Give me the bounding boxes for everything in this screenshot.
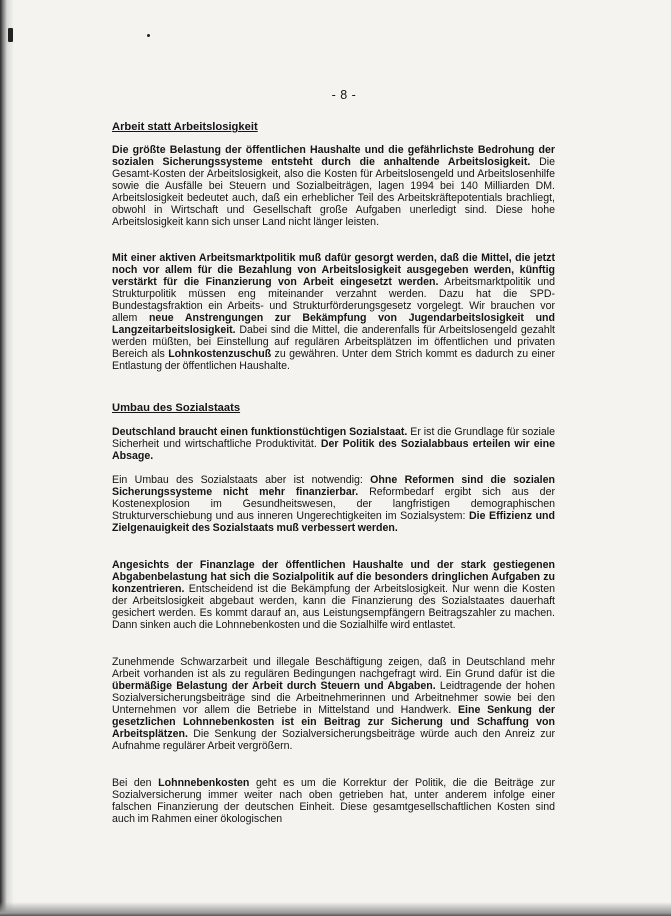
paragraph [112,777,555,825]
text-run: Die Senkung der Sozialversicherungsbeiträge würde auch den Anreiz zur Aufnahme regulärer Arbeit vergrößern. [112,728,555,753]
scan-edge-left [0,0,14,916]
text-run: Leidtragende der hohen Sozialversicherungsbeiträge sind die Arbeitnehmerinnen und Arbeitnehmer sowie bei den Unternehmen vor allem die Betriebe in Mittelstand und Handwerk. [112,680,556,717]
text-run: Die Gesamt-Kosten der Arbeitslosigkeit, also die Kosten für Arbeitslosengeld und Arbeitslosenhilfe sowie die Ausfälle bei Steuern und Sozialbeiträgen, lagen 1994 bei 140 Milliarden DM. Arbeitslosigkeit bedeutet auch, daß ein erheblicher Teil des Arbeitskräftepotentials brachliegt, obwohl in Wirtschaft und Gesellschaft große Aufgaben unerledigt sind. Diese hohe Arbeitslosigkeit kann sich unser Land nicht länger leisten. [112,156,555,229]
text-run: Entscheidend ist die Bekämpfung der Arbeitslosigkeit. Nur wenn die Kosten der Arbeitslosigkeit abgebaut werden, kann die Finanzierung des Sozialstaates dauerhaft gesichert werden. Es kommt darauf an, aus Leistungsempfängern Beitragszahler zu machen. Dann sinken auch die Lohnnebenkosten und die Sozialhilfe wird entlastet. [112,583,555,632]
bold-text-run: Lohnkostenzuschuß [168,348,272,361]
section-heading-umbau: Umbau des Sozialstaats [112,402,241,414]
paragraph [112,144,555,228]
text-run: geht es um die Korrektur der Politik, die die Beiträge zur Sozialversicherung immer weiter nach oben getrieben hat, unter anderem infolge einer falschen Finanzierung der deutschen Einheit. Diese gesamtgesellschaftlichen Kosten sind auch im Rahmen einer ökologischen [112,777,555,826]
section-heading-arbeit: Arbeit statt Arbeitslosigkeit [112,121,258,133]
bold-text-run: Die größte Belastung der öffentlichen Haushalte und die gefährlichste Bedrohung der sozialen Sicherungssysteme entsteht durch die anhaltende Arbeitslosigkeit. [112,144,555,169]
bold-text-run: Eine Senkung der gesetzlichen Lohnnebenkosten ist ein Beitrag zur Sicherung und Schaffung von Arbeitsplätzen. [112,704,555,741]
text-run: Zunehmende Schwarzarbeit und illegale Beschäftigung zeigen, daß in Deutschland mehr Arbeit vorhanden ist als zu regulären Bedingungen nachgefragt wird. Ein Grund dafür ist die [112,656,555,681]
bold-text-run: Mit einer aktiven Arbeitsmarktpolitik muß dafür gesorgt werden, daß die Mittel, die jetzt noch vor allem für die Bezahlung von Arbeitslosigkeit ausgegeben werden, künftig verstärkt für die Finanzierung von Arbeit eingesetzt werden. [112,252,555,289]
paragraph [112,474,555,534]
text-run: Er ist die Grundlage für soziale Sicherheit und wirtschaftliche Produktivität. [112,426,555,451]
paragraph [112,252,555,372]
paragraph [112,559,555,631]
text-run: Bei den [112,777,159,789]
bold-text-run: neue Anstrengungen zur Bekämpfung von Jugendarbeitslosigkeit und Langzeitarbeitslosigkeit. [112,312,555,337]
text-run: Arbeitsmarktpolitik und Strukturpolitik müssen eng miteinander verzahnt werden. Dazu hat die SPD-Bundestagsfraktion ein Arbeits- und Strukturförderungsgesetz vorgelegt. Wir brauchen vor allem [112,276,555,325]
scan-edge-bottom [0,902,671,916]
text-run: Ein Umbau des Sozialstaats aber ist notwendig: [112,474,371,486]
bold-text-run: Der Politik des Sozialabbaus erteilen wir eine Absage. [112,438,555,463]
bold-text-run: übermäßige Belastung der Arbeit durch Steuern und Abgaben. [112,680,436,693]
paragraph [112,656,555,752]
text-run: Reformbedarf ergibt sich aus der Kostenexplosion im Gesundheitswesen, der langfristigen demographischen Strukturverschiebung und aus inneren Ungerechtigkeiten im Sozialsystem: [112,486,555,523]
bold-text-run: Ohne Reformen sind die sozialen Sicherungssysteme nicht mehr finanzierbar. [112,474,555,499]
text-run: Dabei sind die Mittel, die anderenfalls für Arbeitslosengeld gezahlt werden müßten, bei Einstellung auf regulären Arbeitsplätzen im öffentlichen und privaten Bereich als [112,324,555,361]
bold-text-run: Lohnnebenkosten [158,777,250,789]
scan-speck [147,34,150,37]
bold-text-run: Angesichts der Finanzlage der öffentlichen Haushalte und der stark gestiegenen Abgabenbelastung hat sich die Sozialpolitik auf die besonders dringlichen Aufgaben zu konzentrieren. [112,559,555,596]
bold-text-run: Deutschland braucht einen funktionstüchtigen Sozialstaat. [112,426,408,438]
paragraph [112,426,555,462]
text-run: zu gewähren. Unter dem Strich kommt es dadurch zu einer Entlastung der öffentlichen Haushalte. [112,348,556,373]
scan-speck [8,28,13,42]
page-number: - 8 - [331,88,357,102]
bold-text-run: Die Effizienz und Zielgenauigkeit des Sozialstaats muß verbessert werden. [112,510,555,535]
